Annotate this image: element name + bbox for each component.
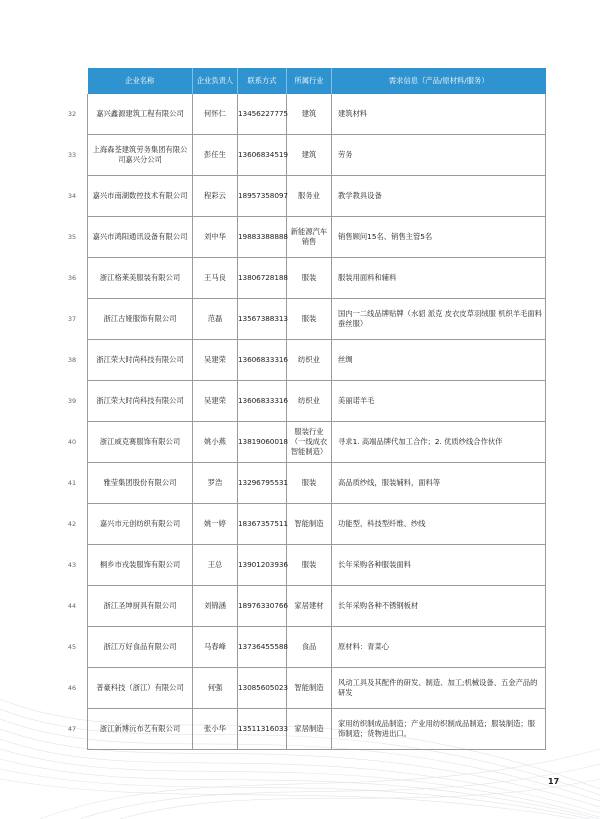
phone-cell: 13606833316 <box>238 340 287 381</box>
industry-cell: 新能源汽车销售 <box>287 217 332 258</box>
company-name-cell: 浙江荣大时尚科技有限公司 <box>88 340 193 381</box>
page-number: 17 <box>548 777 560 786</box>
header-contact: 联系方式 <box>238 68 287 94</box>
header-demand-info: 需求信息（产品/原材料/服务） <box>332 68 546 94</box>
table-row <box>88 627 546 668</box>
table-row <box>88 94 546 135</box>
phone-cell: 13736455588 <box>238 627 287 668</box>
person-in-charge-cell: 姚一婷 <box>193 504 238 545</box>
row-number: 35 <box>67 233 77 241</box>
industry-cell: 食品 <box>287 627 332 668</box>
company-name-cell: 嘉兴市南湖数控技术有限公司 <box>88 176 193 217</box>
row-number: 34 <box>67 192 77 200</box>
company-name-cell: 浙江新博沅布艺有限公司 <box>88 709 193 750</box>
industry-cell: 家居建材 <box>287 586 332 627</box>
demand-cell: 寻求1. 高端品牌代加工合作；2. 优质纱线合作伙伴 <box>332 422 546 463</box>
row-number: 32 <box>67 110 77 118</box>
demand-cell: 服装用面料和辅料 <box>332 258 546 299</box>
phone-cell: 13567388313 <box>238 299 287 340</box>
person-in-charge-cell: 张小华 <box>193 709 238 750</box>
row-number: 37 <box>67 315 77 323</box>
company-name-cell: 嘉兴鑫源建筑工程有限公司 <box>88 94 193 135</box>
table-row <box>88 135 546 176</box>
person-in-charge-cell: 吴建荣 <box>193 340 238 381</box>
demand-cell: 劳务 <box>332 135 546 176</box>
person-in-charge-cell: 吴建荣 <box>193 381 238 422</box>
row-number: 44 <box>67 602 77 610</box>
person-in-charge-cell: 刘锦涵 <box>193 586 238 627</box>
enterprise-demand-table <box>87 68 546 750</box>
company-name-cell: 桐乡市戎装服饰有限公司 <box>88 545 193 586</box>
table-row <box>88 381 546 422</box>
phone-cell: 13819060018 <box>238 422 287 463</box>
row-number: 33 <box>67 151 77 159</box>
table-row <box>88 340 546 381</box>
demand-cell: 丝绸 <box>332 340 546 381</box>
company-name-cell: 嘉兴市鸿阳通讯设备有限公司 <box>88 217 193 258</box>
table-row <box>88 504 546 545</box>
phone-cell: 13511316033 <box>238 709 287 750</box>
company-name-cell: 浙江威克赛服饰有限公司 <box>88 422 193 463</box>
row-number: 40 <box>67 438 77 446</box>
demand-cell: 原材料：青菜心 <box>332 627 546 668</box>
company-name-cell: 上海森荃建筑劳务集团有限公司嘉兴分公司 <box>88 135 193 176</box>
industry-cell: 服装 <box>287 258 332 299</box>
table-row <box>88 586 546 627</box>
industry-cell: 服装 <box>287 299 332 340</box>
table-row <box>88 217 546 258</box>
header-industry: 所属行业 <box>287 68 332 94</box>
row-number: 42 <box>67 520 77 528</box>
row-number: 43 <box>67 561 77 569</box>
industry-cell: 服装 <box>287 463 332 504</box>
demand-cell: 风动工具及其配件的研发、制造、加工;机械设备、五金产品的研发 <box>332 668 546 709</box>
demand-cell: 销售顾问15名、销售主管5名 <box>332 217 546 258</box>
row-number: 46 <box>67 684 77 692</box>
person-in-charge-cell: 马春峰 <box>193 627 238 668</box>
demand-cell: 建筑材料 <box>332 94 546 135</box>
company-name-cell: 浙江古娅服饰有限公司 <box>88 299 193 340</box>
row-number: 41 <box>67 479 77 487</box>
row-number: 45 <box>67 643 77 651</box>
industry-cell: 纺织业 <box>287 381 332 422</box>
header-company-name: 企业名称 <box>88 68 193 94</box>
industry-cell: 建筑 <box>287 135 332 176</box>
person-in-charge-cell: 彭任生 <box>193 135 238 176</box>
person-in-charge-cell: 王马良 <box>193 258 238 299</box>
company-name-cell: 雅莹集团股份有限公司 <box>88 463 193 504</box>
demand-cell: 长年采购各种不锈钢板材 <box>332 586 546 627</box>
demand-cell: 高品质纱线，服装辅料，面料等 <box>332 463 546 504</box>
demand-cell: 功能型、科技型纤维、纱线 <box>332 504 546 545</box>
person-in-charge-cell: 何强 <box>193 668 238 709</box>
company-name-cell: 浙江万好食品有限公司 <box>88 627 193 668</box>
phone-cell: 13085605023 <box>238 668 287 709</box>
industry-cell: 服装 <box>287 545 332 586</box>
person-in-charge-cell: 姚小燕 <box>193 422 238 463</box>
table-row <box>88 668 546 709</box>
industry-cell: 服装行业（一线成衣智能制造） <box>287 422 332 463</box>
table-row <box>88 709 546 750</box>
company-name-cell: 嘉兴市元创纺织有限公司 <box>88 504 193 545</box>
person-in-charge-cell: 范磊 <box>193 299 238 340</box>
table-row <box>88 463 546 504</box>
person-in-charge-cell: 刘中华 <box>193 217 238 258</box>
phone-cell: 13806728188 <box>238 258 287 299</box>
header-person-in-charge: 企业负责人 <box>193 68 238 94</box>
phone-cell: 13456227775 <box>238 94 287 135</box>
company-name-cell: 浙江圣坤厨具有限公司 <box>88 586 193 627</box>
demand-cell: 家用纺织制成品制造；产业用纺织制成品制造；服装制造；服饰制造；货物进出口。 <box>332 709 546 750</box>
table-row <box>88 422 546 463</box>
table-row <box>88 176 546 217</box>
row-number: 38 <box>67 356 77 364</box>
phone-cell: 18957358097 <box>238 176 287 217</box>
table-row <box>88 258 546 299</box>
person-in-charge-cell: 王总 <box>193 545 238 586</box>
industry-cell: 智能制造 <box>287 668 332 709</box>
demand-cell: 教学教具设备 <box>332 176 546 217</box>
industry-cell: 智能制造 <box>287 504 332 545</box>
table-header-row <box>88 68 546 94</box>
company-name-cell: 浙江荣大时尚科技有限公司 <box>88 381 193 422</box>
person-in-charge-cell: 程彩云 <box>193 176 238 217</box>
phone-cell: 18976330766 <box>238 586 287 627</box>
company-name-cell: 浙江格莱美服装有限公司 <box>88 258 193 299</box>
industry-cell: 纺织业 <box>287 340 332 381</box>
person-in-charge-cell: 何怀仁 <box>193 94 238 135</box>
industry-cell: 服务业 <box>287 176 332 217</box>
demand-cell: 长年采购各种服装面料 <box>332 545 546 586</box>
phone-cell: 19883388888 <box>238 217 287 258</box>
industry-cell: 建筑 <box>287 94 332 135</box>
row-number: 47 <box>67 725 77 733</box>
phone-cell: 13901203936 <box>238 545 287 586</box>
demand-cell: 美丽诺羊毛 <box>332 381 546 422</box>
table-row <box>88 545 546 586</box>
phone-cell: 13606834519 <box>238 135 287 176</box>
row-number: 36 <box>67 274 77 282</box>
row-number: 39 <box>67 397 77 405</box>
phone-cell: 13296795531 <box>238 463 287 504</box>
phone-cell: 13606833316 <box>238 381 287 422</box>
company-name-cell: 普豪科技（浙江）有限公司 <box>88 668 193 709</box>
industry-cell: 家居制造 <box>287 709 332 750</box>
person-in-charge-cell: 罗浩 <box>193 463 238 504</box>
table-row <box>88 299 546 340</box>
phone-cell: 18367357511 <box>238 504 287 545</box>
demand-cell: 国内一二线品牌贴牌（水貂 派克 皮衣皮草羽绒服 机织羊毛面料 蚕丝服） <box>332 299 546 340</box>
